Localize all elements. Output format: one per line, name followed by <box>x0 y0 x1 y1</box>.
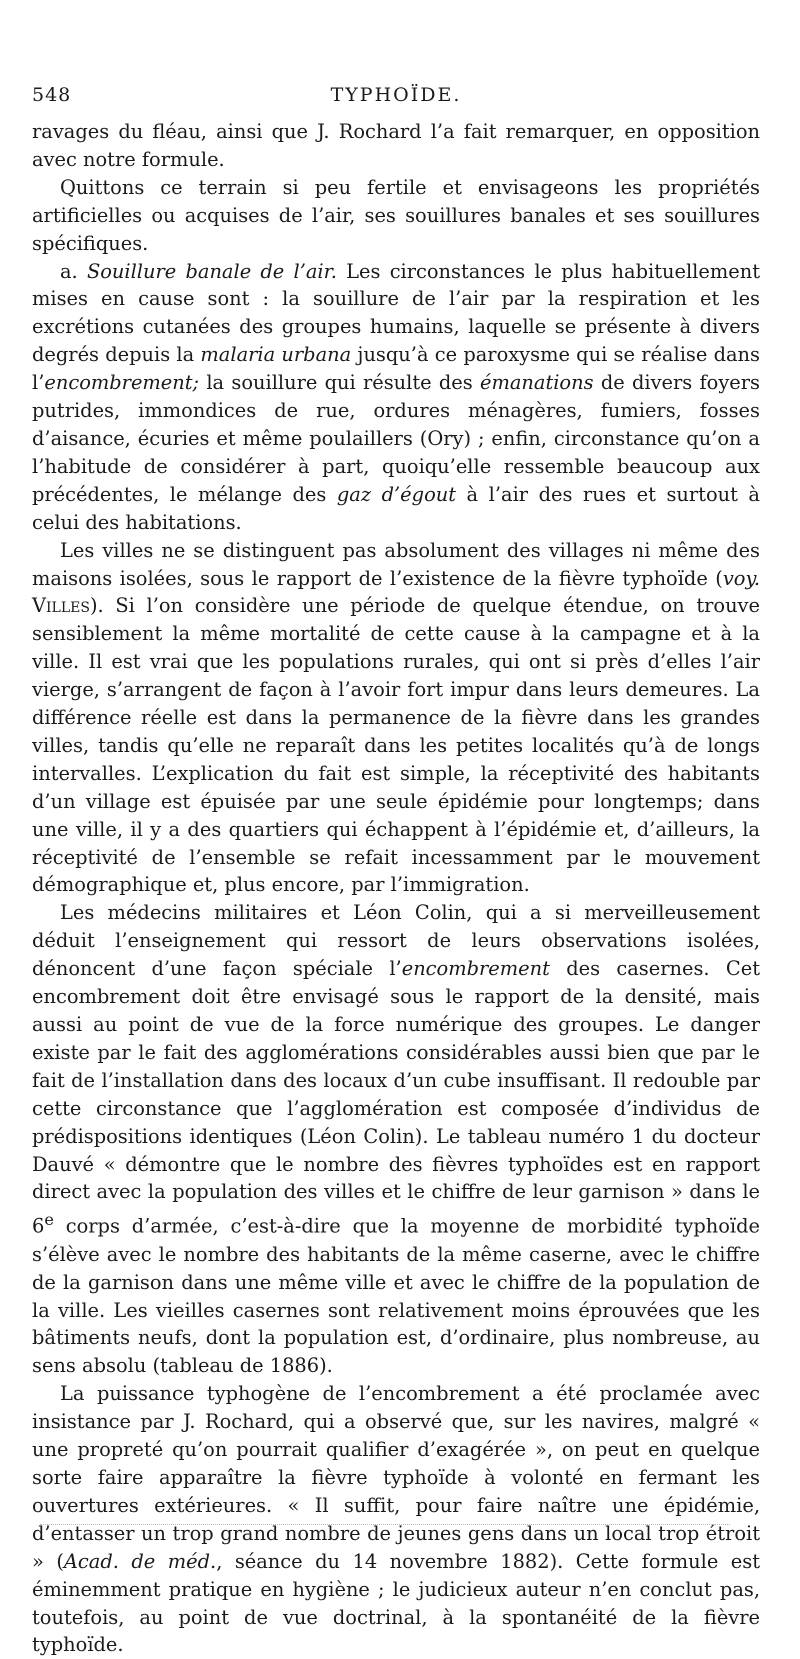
paragraph-5 <box>32 899 760 1380</box>
section-label-prefix: a. <box>60 259 87 283</box>
italic-term-malaria-urbana: malaria urbana <box>200 343 352 367</box>
paragraph-3-text-3: la souillure qui résulte des <box>199 371 480 395</box>
ordinal-superscript: e <box>44 1210 54 1230</box>
italic-term-encombrement: encombrement; <box>44 371 200 395</box>
page-number: 548 <box>32 84 72 106</box>
paragraph-1-text: ravages du fléau, ainsi que J. Rochard l’a fait remarquer, en opposition avec notre formule. <box>32 120 760 171</box>
paragraph-5-text-1: Les médecins militaires et Léon Colin, qui a si merveilleusement déduit l’enseignement qui ressort de leurs observations isolées, dénoncent d’une façon spéciale l’ <box>32 901 760 981</box>
paragraph-6-text-1: La puissance typhogène de l’encombrement a été proclamée avec insistance par J. Rochard, qui a observé que, sur les navires, malgré « une propreté qu’on pourrait qualifier d’exagérée », on peut en quelque sorte faire apparaître la fièvre typhoïde à volonté en fermant les ouvertures extérieures. « Il suffit, pour faire naître une épidémie, d’entasser un trop grand nombre de jeunes gens dans un local trop étroit » ( <box>32 1382 760 1573</box>
paragraph-5-text-3: corps d’armée, c’est-à-dire que la moyenne de morbidité typhoïde s’élève avec le nombre des habitants de la même caserne, avec le chiffre de la garnison dans une même ville et avec le chiffre de la population de la ville. Les vieilles casernes sont relativement moins éprouvées que les bâtiments neufs, dont la population est, d’ordinaire, plus nombreuse, au sens absolu (tableau de 1886). <box>32 1214 760 1378</box>
cross-reference-villes: Villes <box>32 594 90 618</box>
paragraph-2 <box>32 174 760 258</box>
paragraph-3-text-4: de divers foyers putrides, immondices de rue, ordures ménagères, fumiers, fosses d’aisance, écuries et même poulaillers (Ory) ; enfin, circonstance qu’on a l’habitude de considérer à part, quoiqu’elle ressemble beaucoup aux précédentes, le mélange des <box>32 371 760 506</box>
paragraph-3-text-1: Les circonstances le plus habituellement mises en cause sont : la souillure de l’air par la respiration et les excrétions cutanées des groupes humains, laquelle se présente à divers degrés depuis la <box>32 259 760 367</box>
italic-citation-acad-de-med: Acad. de méd. <box>63 1549 217 1573</box>
paragraph-6 <box>32 1380 760 1659</box>
italic-term-gaz-degout: gaz d’égout <box>336 482 457 506</box>
paragraph-4-text-1: Les villes ne se distinguent pas absolument des villages ni même des maisons isolées, sous le rapport de l’existence de la fièvre typhoïde ( <box>32 538 760 590</box>
running-title: TYPHOÏDE. <box>330 84 462 106</box>
paragraph-3 <box>32 258 760 537</box>
italic-voy: voy. <box>722 566 760 590</box>
paragraph-4 <box>32 537 760 900</box>
paragraph-6-text-2: , séance du 14 novembre 1882). Cette formule est éminemment pratique en hygiène ; le judicieux auteur n’en conclut pas, toutefois, au point de vue doctrinal, à la spontanéité de la fièvre typhoïde. <box>32 1549 760 1657</box>
paragraph-2-text: Quittons ce terrain si peu fertile et envisageons les propriétés artificielles ou acquises de l’air, ses souillures banales et ses souillures spécifiques. <box>32 175 760 255</box>
section-label-title: Souillure banale de l’air. <box>86 259 337 283</box>
italic-term-emanations: émanations <box>479 371 594 395</box>
italic-term-encombrement-casernes: encombrement <box>401 957 550 981</box>
body-text <box>32 118 760 1659</box>
footer-rule <box>40 1524 730 1525</box>
paragraph-3-text-5: à l’air des rues et surtout à celui des habitations. <box>32 482 760 534</box>
page-header <box>32 84 760 118</box>
paragraph-1 <box>32 118 760 174</box>
paragraph-4-text-2: ). Si l’on considère une période de quelque étendue, on trouve sensiblement la même mortalité de cette cause à la campagne et à la ville. Il est vrai que les populations rurales, qui ont si près d’elles l’air vierge, s’arrangent de façon à l’avoir fort impur dans leurs demeures. La différence réelle est dans la permanence de la fièvre dans les grandes villes, tandis qu’elle ne reparaît dans les petites localités qu’à de longs intervalles. L’explication du fait est simple, la réceptivité des habitants d’un village est épuisée par une seule épidémie pour longtemps; dans une ville, il y a des quartiers qui échappent à l’épidémie et, d’ailleurs, la réceptivité de l’ensemble se refait incessamment par le mouvement démographique et, plus encore, par l’immigration. <box>32 594 760 897</box>
paragraph-5-text-2: des casernes. Cet encombrement doit être envisagé sous le rapport de la densité, mais aussi au point de vue de la force numérique des groupes. Le danger existe par le fait des agglomérations considérables aussi bien que par le fait de l’installation dans des locaux d’un cube insuffisant. Il redouble par cette circonstance que l’agglomération est composée d’individus de prédispositions identiques (Léon Colin). Le tableau numéro 1 du docteur Dauvé « démontre que le nombre des fièvres typhoïdes est en rapport direct avec la population des villes et le chiffre de leur garnison » dans le 6 <box>32 957 760 1238</box>
paragraph-3-text-2: jusqu’à ce paroxysme qui se réalise dans l’ <box>32 343 760 395</box>
